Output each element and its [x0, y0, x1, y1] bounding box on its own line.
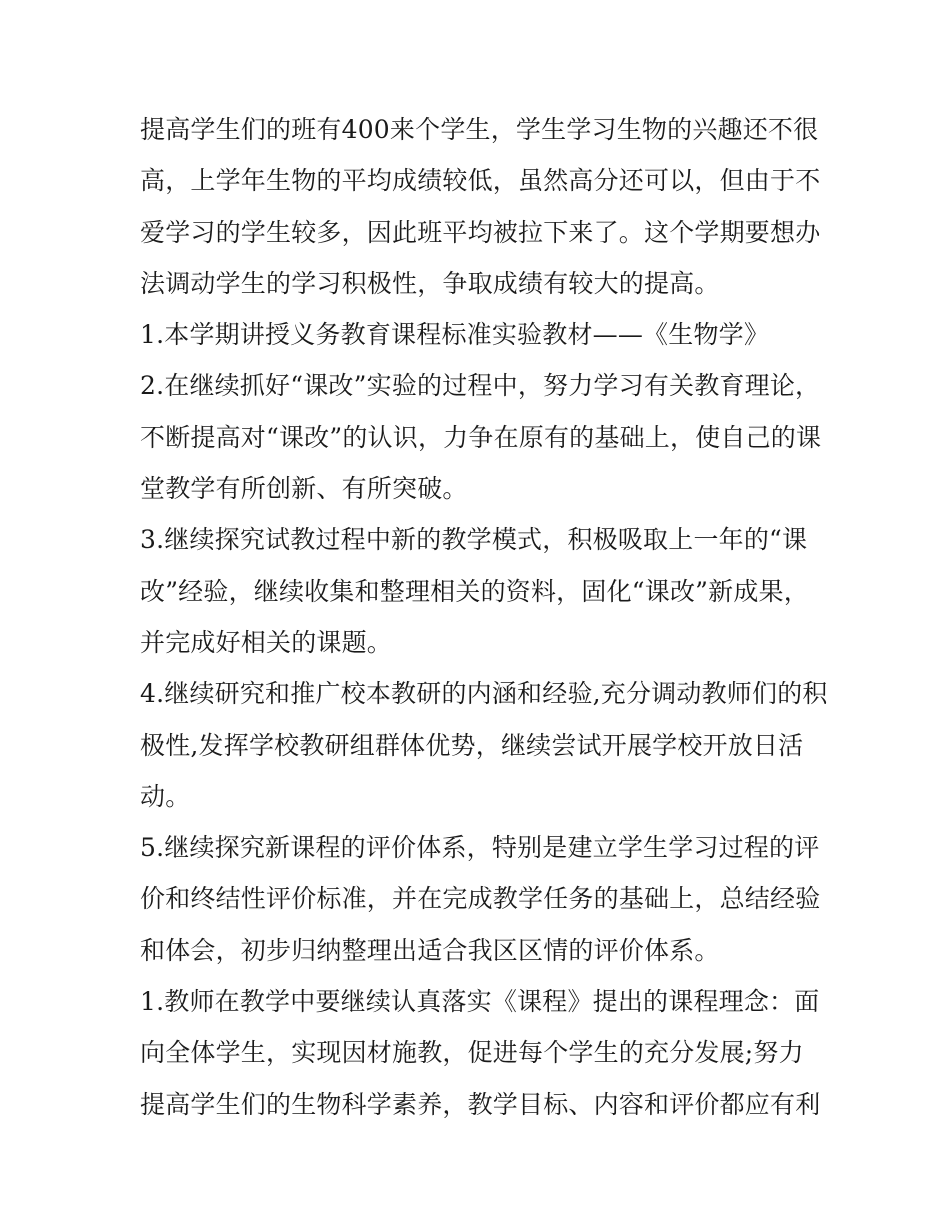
text-line: 极性,发挥学校教研组群体优势，继续尝试开展学校开放日活	[140, 730, 804, 760]
text-line: 2.在继续抓好“课改”实验的过程中，努力学习有关教育理论，	[140, 371, 821, 401]
text-line: 5.继续探究新课程的评价体系，特别是建立学生学习过程的评	[140, 833, 820, 863]
text-line: 爱学习的学生较多，因此班平均被拉下来了。这个学期要想办	[140, 217, 821, 247]
text-line: 动。	[140, 781, 191, 811]
text-line: 1.教师在教学中要继续认真落实《课程》提出的课程理念：面	[140, 987, 820, 1017]
text-line: 4.继续研究和推广校本教研的内涵和经验,充分调动教师们的积	[140, 679, 828, 709]
text-line: 价和终结性评价标准，并在完成教学任务的基础上，总结经验	[140, 884, 821, 914]
text-line: 1.本学期讲授义务教育课程标准实验教材——《生物学》	[140, 320, 770, 350]
text-line: 并完成好相关的课题。	[140, 627, 393, 657]
text-line: 提高学生们的生物科学素养，教学目标、内容和评价都应有利	[140, 1089, 821, 1119]
text-line: 不断提高对“课改”的认识，力争在原有的基础上，使自己的课	[140, 422, 822, 452]
body-text	[140, 104, 828, 1130]
text-line: 改”经验，继续收集和整理相关的资料，固化“课改”新成果，	[140, 576, 809, 606]
text-line: 向全体学生，实现因材施教，促进每个学生的充分发展;努力	[140, 1038, 804, 1068]
text-line: 法调动学生的学习积极性，争取成绩有较大的提高。	[140, 268, 720, 298]
text-line: 3.继续探究试教过程中新的教学模式，积极吸取上一年的“课	[140, 525, 808, 555]
text-line: 提高学生们的班有400来个学生，学生学习生物的兴趣还不很	[140, 115, 819, 144]
text-line: 高，上学年生物的平均成绩较低，虽然高分还可以，但由于不	[140, 166, 821, 196]
text-line: 堂教学有所创新、有所突破。	[140, 474, 468, 504]
text-line: 和体会，初步归纳整理出适合我区区情的评价体系。	[140, 935, 720, 965]
